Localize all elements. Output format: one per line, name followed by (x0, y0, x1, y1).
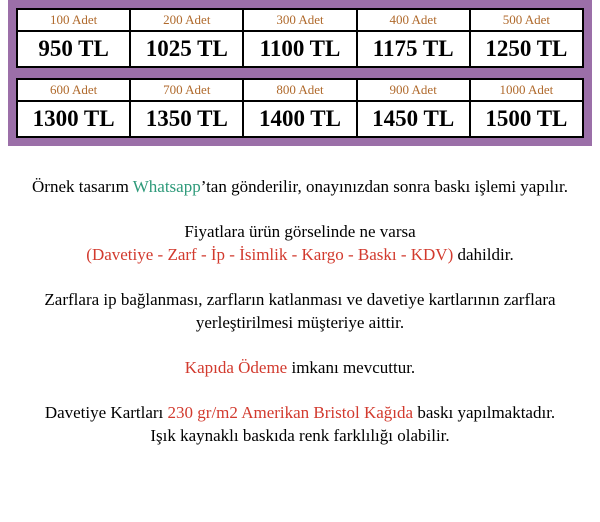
quantity-cell: 600 Adet (17, 79, 130, 101)
price-cell: 1175 TL (357, 31, 470, 67)
price-cell: 1100 TL (243, 31, 356, 67)
note-paper-before: Davetiye Kartları (44, 402, 168, 422)
price-cell: 1400 TL (243, 101, 356, 137)
price-cell: 950 TL (17, 31, 130, 67)
quantity-cell: 400 Adet (357, 9, 470, 31)
quantity-cell: 700 Adet (130, 79, 243, 101)
table-row (17, 31, 583, 67)
note-whatsapp-highlight: Whatsapp (132, 177, 201, 196)
note-responsibility-line1: Zarflara ip bağlanması, zarfların katlanması ve davetiye kartlarının zarflara (44, 289, 556, 309)
quantity-cell: 500 Adet (470, 9, 583, 31)
table-row (17, 101, 583, 137)
quantity-cell: 800 Adet (243, 79, 356, 101)
note-whatsapp (12, 176, 588, 199)
note-included-highlight: (Davetiye - Zarf - İp - İsimlik - Kargo - Baskı - KDV) (86, 244, 454, 264)
note-cod-after: imkanı mevcuttur. (287, 357, 416, 377)
note-paper-type (12, 402, 588, 448)
table-row (17, 79, 583, 101)
table-row (17, 9, 583, 31)
note-responsibility-line2: yerleştirilmesi müşteriye aittir. (195, 312, 405, 332)
note-included-after: dahildir. (453, 244, 514, 264)
quantity-cell: 100 Adet (17, 9, 130, 31)
note-cash-on-delivery (12, 357, 588, 380)
note-paper-after: baskı yapılmaktadır. (413, 402, 556, 422)
note-customer-responsibility (12, 289, 588, 335)
price-cell: 1025 TL (130, 31, 243, 67)
notes-section (0, 146, 600, 448)
quantity-cell: 300 Adet (243, 9, 356, 31)
quantity-cell: 200 Adet (130, 9, 243, 31)
note-included (12, 221, 588, 267)
price-cell: 1350 TL (130, 101, 243, 137)
quantity-cell: 900 Adet (357, 79, 470, 101)
note-cod-highlight: Kapıda Ödeme (184, 357, 288, 377)
note-paper-line2: Işık kaynaklı baskıda renk farklılığı olabilir. (150, 425, 450, 445)
pricing-panel (8, 0, 592, 146)
note-whatsapp-before: Örnek tasarım (32, 177, 133, 196)
price-cell: 1300 TL (17, 101, 130, 137)
price-cell: 1250 TL (470, 31, 583, 67)
quantity-cell: 1000 Adet (470, 79, 583, 101)
note-paper-highlight: 230 gr/m2 Amerikan Bristol Kağıda (167, 402, 414, 422)
note-whatsapp-after: ’tan gönderilir, onayınızdan sonra baskı işlemi yapılır. (200, 177, 568, 196)
price-table-row1 (16, 8, 584, 68)
price-table-row2 (16, 78, 584, 138)
note-included-line1: Fiyatlara ürün görselinde ne varsa (184, 221, 416, 241)
price-cell: 1450 TL (357, 101, 470, 137)
price-cell: 1500 TL (470, 101, 583, 137)
